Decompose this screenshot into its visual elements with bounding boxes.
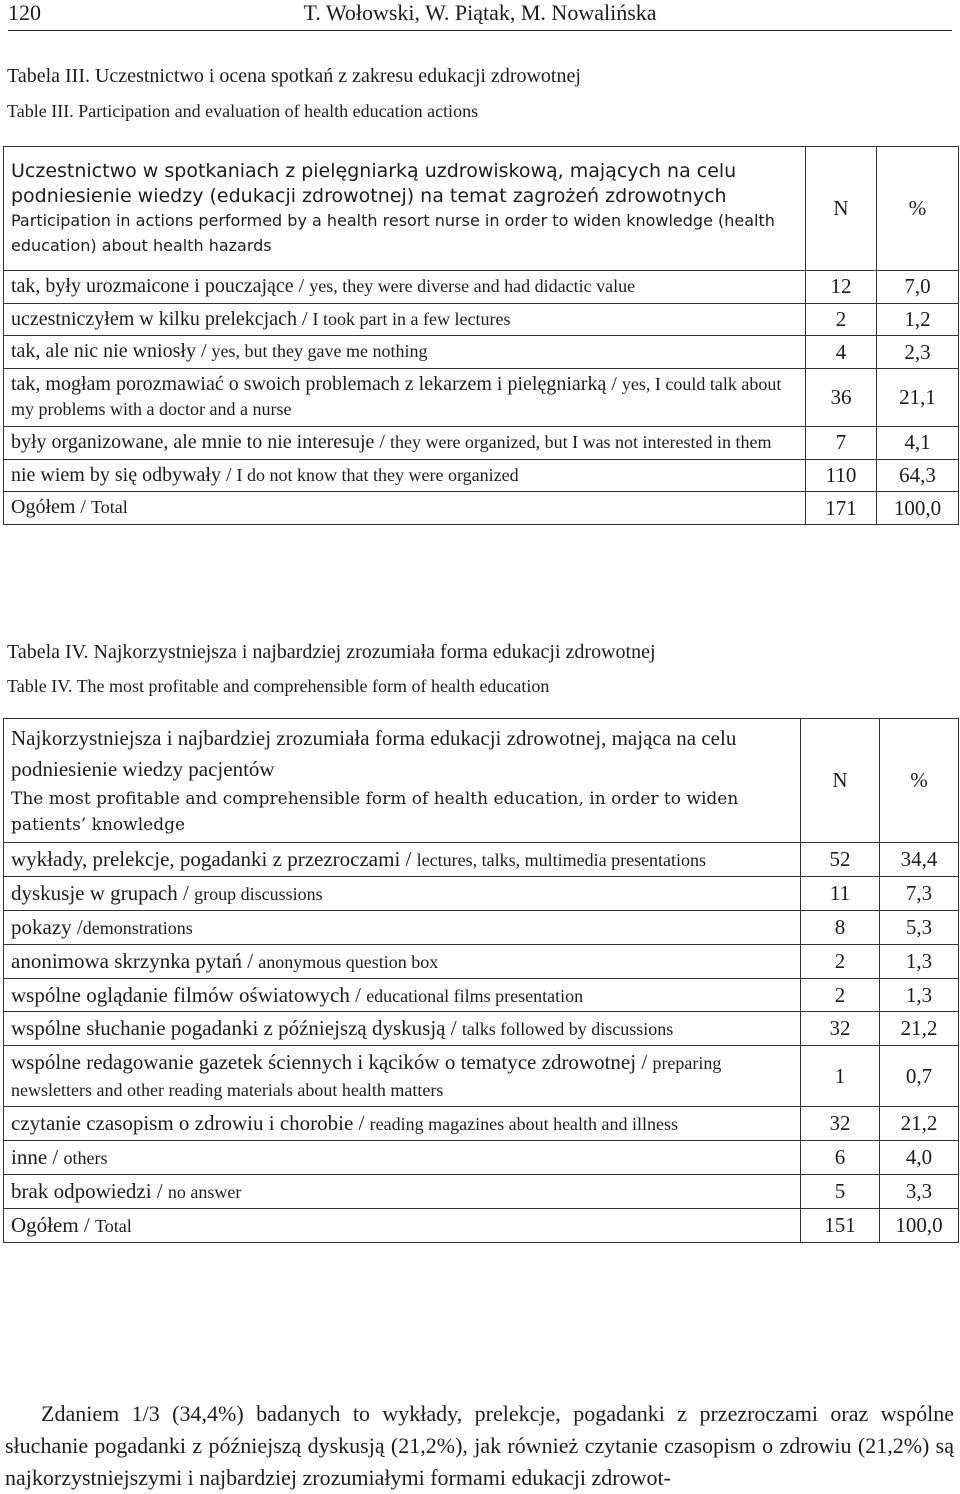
- table4-caption-en: Table IV. The most profitable and comprehensible form of health education: [7, 676, 550, 696]
- row-label-en: lectures, talks, multimedia presentations: [416, 850, 707, 870]
- table-row: [4, 1012, 959, 1046]
- row-percent-value: 7,3: [880, 876, 959, 910]
- row-label-cell: [4, 1140, 801, 1174]
- row-percent-value: 64,3: [877, 459, 959, 492]
- row-n-value: 12: [806, 271, 877, 304]
- table3: [3, 146, 959, 525]
- row-label-en: reading magazines about health and illness: [369, 1114, 679, 1134]
- row-percent-value: 21,2: [880, 1012, 959, 1046]
- row-label-en: educational films presentation: [366, 985, 584, 1006]
- table-row: [4, 271, 959, 304]
- row-label-en: demonstrations: [82, 917, 193, 938]
- row-n-value: 151: [801, 1208, 880, 1242]
- row-label-en: yes, but they gave me nothing: [211, 341, 428, 362]
- table4-header-cell: [4, 719, 801, 843]
- row-label-cell: [4, 368, 806, 426]
- row-n-value: 110: [806, 459, 877, 492]
- table4-header-en: The most profitable and comprehensible form of health education, in order to widen patients’ knowledge: [11, 788, 739, 835]
- row-label-en: no answer: [167, 1181, 242, 1202]
- table-row: [4, 910, 959, 944]
- row-label-pl: Ogółem /: [11, 496, 91, 519]
- table-row: [4, 876, 959, 910]
- running-head: [8, 0, 952, 31]
- table-row: [4, 492, 959, 525]
- row-n-value: 171: [806, 492, 877, 525]
- row-percent-value: 100,0: [877, 492, 959, 525]
- row-n-value: 1: [801, 1046, 880, 1107]
- table-row: [4, 978, 959, 1012]
- table3-header-pl: Uczestnictwo w spotkaniach z pielęgniarką uzdrowiskową, mających na celu podniesienie wiedzy (edukacji zdrowotnej) na temat zagrożeń zdrowotnych: [11, 159, 737, 207]
- table-row: [4, 368, 959, 426]
- row-label-en: Total: [91, 497, 128, 518]
- row-label-en: they were organized, but I was not interested in them: [389, 431, 772, 452]
- row-percent-value: 21,1: [877, 368, 959, 426]
- row-label-en: group discussions: [194, 883, 323, 904]
- page-number: 120: [8, 0, 41, 25]
- row-n-value: 7: [806, 426, 877, 459]
- row-label-cell: [4, 944, 801, 978]
- table3-col-n: N: [806, 147, 877, 271]
- body-paragraph: Zdaniem 1/3 (34,4%) badanych to wykłady, prelekcje, pogadanki z przezroczami oraz wspólne słuchanie pogadanki z późniejszą dyskusją (21,2%), jak również czytanie czasopism o zdrowiu (21,2%) są najkorzystniejszymi i najbardziej zrozumiałymi formami edukacji zdrowot-: [5, 1401, 954, 1490]
- table3-header-cell: [4, 147, 806, 271]
- table3-caption-pl: Tabela III. Uczestnictwo i ocena spotkań z zakresu edukacji zdrowotnej: [7, 65, 581, 87]
- row-n-value: 52: [801, 843, 880, 877]
- table-row: [4, 1140, 959, 1174]
- row-percent-value: 1,3: [880, 978, 959, 1012]
- row-label-cell: [4, 876, 801, 910]
- table-row: [4, 303, 959, 336]
- row-label-cell: [4, 1107, 801, 1141]
- table4: [3, 718, 959, 1243]
- row-label-en: preparing newsletters and other reading materials about health matters: [11, 1053, 722, 1101]
- row-label-pl: tak, mogłam porozmawiać o swoich problemach z lekarzem i pielęgniarką /: [11, 372, 622, 395]
- table4-caption-pl: Tabela IV. Najkorzystniejsza i najbardziej zrozumiała forma edukacji zdrowotnej: [7, 641, 656, 663]
- table3-caption-en: Table III. Participation and evaluation of health education actions: [7, 101, 479, 121]
- row-label-pl: pokazy /: [11, 914, 83, 939]
- row-percent-value: 7,0: [877, 271, 959, 304]
- row-n-value: 2: [801, 978, 880, 1012]
- running-head-authors: T. Wołowski, W. Piątak, M. Nowalińska: [303, 0, 657, 25]
- row-label-cell: [4, 426, 806, 459]
- table-row: [4, 426, 959, 459]
- row-label-en: others: [63, 1147, 108, 1168]
- row-n-value: 6: [801, 1140, 880, 1174]
- row-n-value: 32: [801, 1012, 880, 1046]
- row-n-value: 2: [801, 944, 880, 978]
- row-percent-value: 5,3: [880, 910, 959, 944]
- row-percent-value: 1,3: [880, 944, 959, 978]
- row-label-pl: wspólne słuchanie pogadanki z późniejszą dyskusją /: [11, 1016, 462, 1041]
- row-label-pl: wspólne oglądanie filmów oświatowych /: [11, 982, 367, 1007]
- row-label-pl: dyskusje w grupach /: [11, 880, 195, 905]
- row-label-pl: brak odpowiedzi /: [11, 1178, 168, 1203]
- row-label-pl: wykłady, prelekcje, pogadanki z przezroczami /: [11, 847, 417, 871]
- row-label-cell: [4, 492, 806, 525]
- row-label-en: anonymous question box: [258, 951, 439, 972]
- row-percent-value: 3,3: [880, 1174, 959, 1208]
- table3-header-row: [4, 147, 959, 271]
- table-row: [4, 1107, 959, 1141]
- row-label-pl: tak, ale nic nie wniosły /: [11, 340, 212, 363]
- row-n-value: 36: [806, 368, 877, 426]
- row-label-cell: [4, 843, 801, 877]
- row-label-cell: [4, 303, 806, 336]
- row-label-en: Total: [95, 1215, 132, 1236]
- table-row: [4, 1208, 959, 1242]
- row-label-pl: były organizowane, ale mnie to nie interesuje /: [11, 430, 390, 453]
- row-label-en: I took part in a few lectures: [312, 308, 511, 329]
- table4-header-row: [4, 719, 959, 843]
- row-label-en: yes, I could talk about my problems with a doctor and a nurse: [11, 373, 782, 420]
- row-n-value: 5: [801, 1174, 880, 1208]
- table-row: [4, 1046, 959, 1107]
- row-label-pl: inne /: [11, 1144, 64, 1169]
- row-percent-value: 1,2: [877, 303, 959, 336]
- row-label-cell: [4, 910, 801, 944]
- row-label-cell: [4, 336, 806, 369]
- row-label-pl: czytanie czasopism o zdrowiu i chorobie /: [11, 1111, 370, 1135]
- table-row: [4, 336, 959, 369]
- row-label-en: I do not know that they were organized: [236, 464, 519, 485]
- table4-col-n: N: [801, 719, 880, 843]
- row-n-value: 11: [801, 876, 880, 910]
- table3-col-pct: %: [877, 147, 959, 271]
- table-row: [4, 1174, 959, 1208]
- row-percent-value: 100,0: [880, 1208, 959, 1242]
- row-percent-value: 21,2: [880, 1107, 959, 1141]
- row-label-pl: Ogółem /: [11, 1212, 95, 1237]
- table-row: [4, 459, 959, 492]
- row-percent-value: 2,3: [877, 336, 959, 369]
- row-label-pl: wspólne redagowanie gazetek ściennych i kącików o tematyce zdrowotnej /: [11, 1050, 653, 1075]
- row-percent-value: 0,7: [880, 1046, 959, 1107]
- row-label-cell: [4, 1046, 801, 1107]
- table-row: [4, 843, 959, 877]
- row-label-pl: anonimowa skrzynka pytań /: [11, 948, 259, 973]
- row-label-en: talks followed by discussions: [461, 1019, 674, 1040]
- row-percent-value: 4,1: [877, 426, 959, 459]
- row-label-cell: [4, 1174, 801, 1208]
- row-n-value: 8: [801, 910, 880, 944]
- row-percent-value: 4,0: [880, 1140, 959, 1174]
- row-label-cell: [4, 271, 806, 304]
- row-label-pl: nie wiem by się odbywały /: [11, 463, 237, 486]
- row-label-pl: tak, były urozmaicone i pouczające /: [11, 275, 310, 297]
- row-n-value: 4: [806, 336, 877, 369]
- row-label-cell: [4, 978, 801, 1012]
- table4-header-pl: Najkorzystniejsza i najbardziej zrozumiała forma edukacji zdrowotnej, mająca na celu podniesienie wiedzy pacjentów: [11, 725, 737, 782]
- row-n-value: 32: [801, 1107, 880, 1141]
- table-row: [4, 944, 959, 978]
- row-percent-value: 34,4: [880, 843, 959, 877]
- row-label-en: yes, they were diverse and had didactic value: [309, 276, 636, 296]
- row-label-cell: [4, 1012, 801, 1046]
- row-label-pl: uczestniczyłem w kilku prelekcjach /: [11, 307, 313, 330]
- row-n-value: 2: [806, 303, 877, 336]
- table4-col-pct: %: [880, 719, 959, 843]
- table3-header-en: Participation in actions performed by a health resort nurse in order to widen knowledge (health education) about health hazards: [11, 210, 775, 255]
- row-label-cell: [4, 1208, 801, 1242]
- row-label-cell: [4, 459, 806, 492]
